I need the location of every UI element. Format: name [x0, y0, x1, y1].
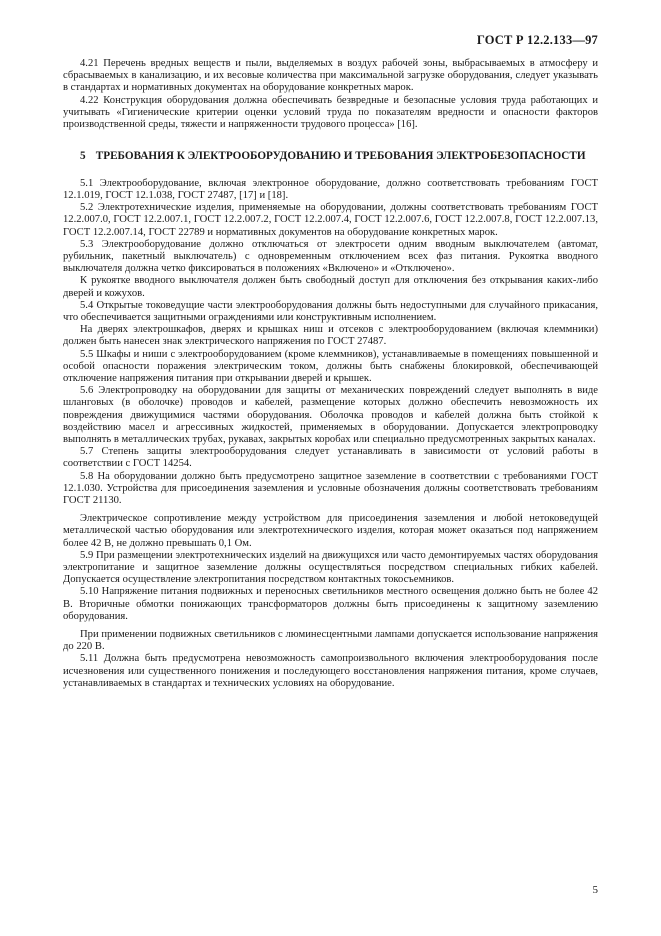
paragraph-4-21: 4.21 Перечень вредных веществ и пыли, выделяемых в воздух рабочей зоны, выбрасываемых в атмосферу и сбрасываемых в канализацию, и их весовые количества при максимальной загрузке оборудования, следует указывать в стандартах и нормативных документах на оборудование конкретных марок.: [63, 58, 598, 94]
section-number: 5: [80, 150, 86, 163]
paragraph-5-10: 5.10 Напряжение питания подвижных и переносных светильников местного освещения должно быть не более 42 В. Вторичные обмотки понижающих трансформаторов должны быть присоединены к защитному заземлению оборудования.: [63, 586, 598, 622]
paragraph-5-4-note: На дверях электрошкафов, дверях и крышках ниш и отсеков с электрооборудованием (включая клеммники) должен быть нанесен знак электрического напряжения по ГОСТ 27487.: [63, 324, 598, 348]
page-number: 5: [592, 884, 598, 896]
paragraph-5-8-note: Электрическое сопротивление между устройством для присоединения заземления и любой нетоковедущей металлической частью оборудования или электротехнического изделия, которая может оказаться под напряжением более 42 В, не должно превышать 0,1 Ом.: [63, 513, 598, 549]
paragraph-5-11: 5.11 Должна быть предусмотрена невозможность самопроизвольного включения электрооборудования после исчезновения или существенного понижения и последующего восстановления напряжения питания, кроме случаев, устанавливаемых в стандартах и технических условиях на оборудование.: [63, 653, 598, 689]
document-code-header: ГОСТ Р 12.2.133—97: [476, 33, 598, 47]
paragraph-5-4: 5.4 Открытые токоведущие части электрооборудования должны быть недоступными для случайного прикасания, что обеспечивается защитными ограждениями или конструктивным исполнением.: [63, 299, 598, 323]
section-title: ТРЕБОВАНИЯ К ЭЛЕКТРООБОРУДОВАНИЮ И ТРЕБОВАНИЯ ЭЛЕКТРОБЕЗОПАСНОСТИ: [95, 150, 586, 163]
paragraph-5-1: 5.1 Электрооборудование, включая электронное оборудование, должно соответствовать требованиям ГОСТ 12.1.019, ГОСТ 12.1.038, ГОСТ 27487, [17] и [18].: [63, 177, 598, 201]
paragraph-5-9: 5.9 При размещении электротехнических изделий на движущихся или часто демонтируемых частях оборудования электропитание и защитное заземление должны осуществляться посредством специальных гибких кабелей. Допускается осуществление электропитания посредством контактных токосъемников.: [63, 549, 598, 586]
paragraph-5-5: 5.5 Шкафы и ниши с электрооборудованием (кроме клеммников), устанавливаемые в помещениях повышенной и особой опасности поражения электрическим током, должны быть снабжены блокировкой, обеспечивающей отключение напряжения питания при открывании дверей и крышек.: [63, 348, 598, 384]
paragraph-5-3: 5.3 Электрооборудование должно отключаться от электросети одним вводным выключателем (автомат, рубильник, пакетный выключатель) с одновременным отключением всех фаз питания. Рукоятка вводного выключателя должна четко фиксироваться в положениях «Включено» и «Отключено».: [63, 238, 598, 275]
paragraph-5-8: 5.8 На оборудовании должно быть предусмотрено защитное заземление в соответствии с требованиями ГОСТ 12.1.030. Устройства для присоединения заземления и условные обозначения должны соответствовать требованиям ГОСТ 21130.: [63, 470, 598, 506]
paragraph-4-22: 4.22 Конструкция оборудования должна обеспечивать безвредные и безопасные условия труда работающих и учитывать «Гигиенические критерии оценки условий труда по показателям вредности и опасности факторов производственной среды, тяжести и напряженности трудового процесса» [16].: [63, 94, 598, 131]
paragraph-5-7: 5.7 Степень защиты электрооборудования следует устанавливать в зависимости от условий работы в соответствии с ГОСТ 14254.: [63, 446, 598, 470]
document-body: [63, 58, 598, 690]
paragraph-5-6: 5.6 Электропроводку на оборудовании для защиты от механических повреждений следует выполнять в виде шланговых (в оболочке) проводов и кабелей, размещение которых должно обеспечить невозможность их повреждения движущимися частями оборудования. Оболочка проводов и кабелей должна быть стойкой к воздействию масел и агрессивных жидкостей, применяемых в оборудовании. Допускается электропроводку выполнять в металлических трубах, рукавах, закрытых коробах или специально предусмотренных закрытых каналах.: [63, 385, 598, 445]
paragraph-5-3-note: К рукоятке вводного выключателя должен быть свободный доступ для отключения без открывания каких-либо дверей и кожухов.: [63, 275, 598, 299]
paragraph-5-10-note: При применении подвижных светильников с люминесцентными лампами допускается использование напряжения до 220 В.: [63, 629, 598, 653]
paragraph-5-2: 5.2 Электротехнические изделия, применяемые на оборудовании, должны соответствовать требованиям ГОСТ 12.2.007.0, ГОСТ 12.2.007.1, ГОСТ 12.2.007.2, ГОСТ 12.2.007.4, ГОСТ 12.2.007.6, ГОСТ 12.2.007.8, ГОСТ 12.2.007.13, ГОСТ 12.2.007.14, ГОСТ 22789 и нормативных документов на оборудование конкретных марок.: [63, 202, 598, 238]
section-heading: [63, 150, 598, 163]
